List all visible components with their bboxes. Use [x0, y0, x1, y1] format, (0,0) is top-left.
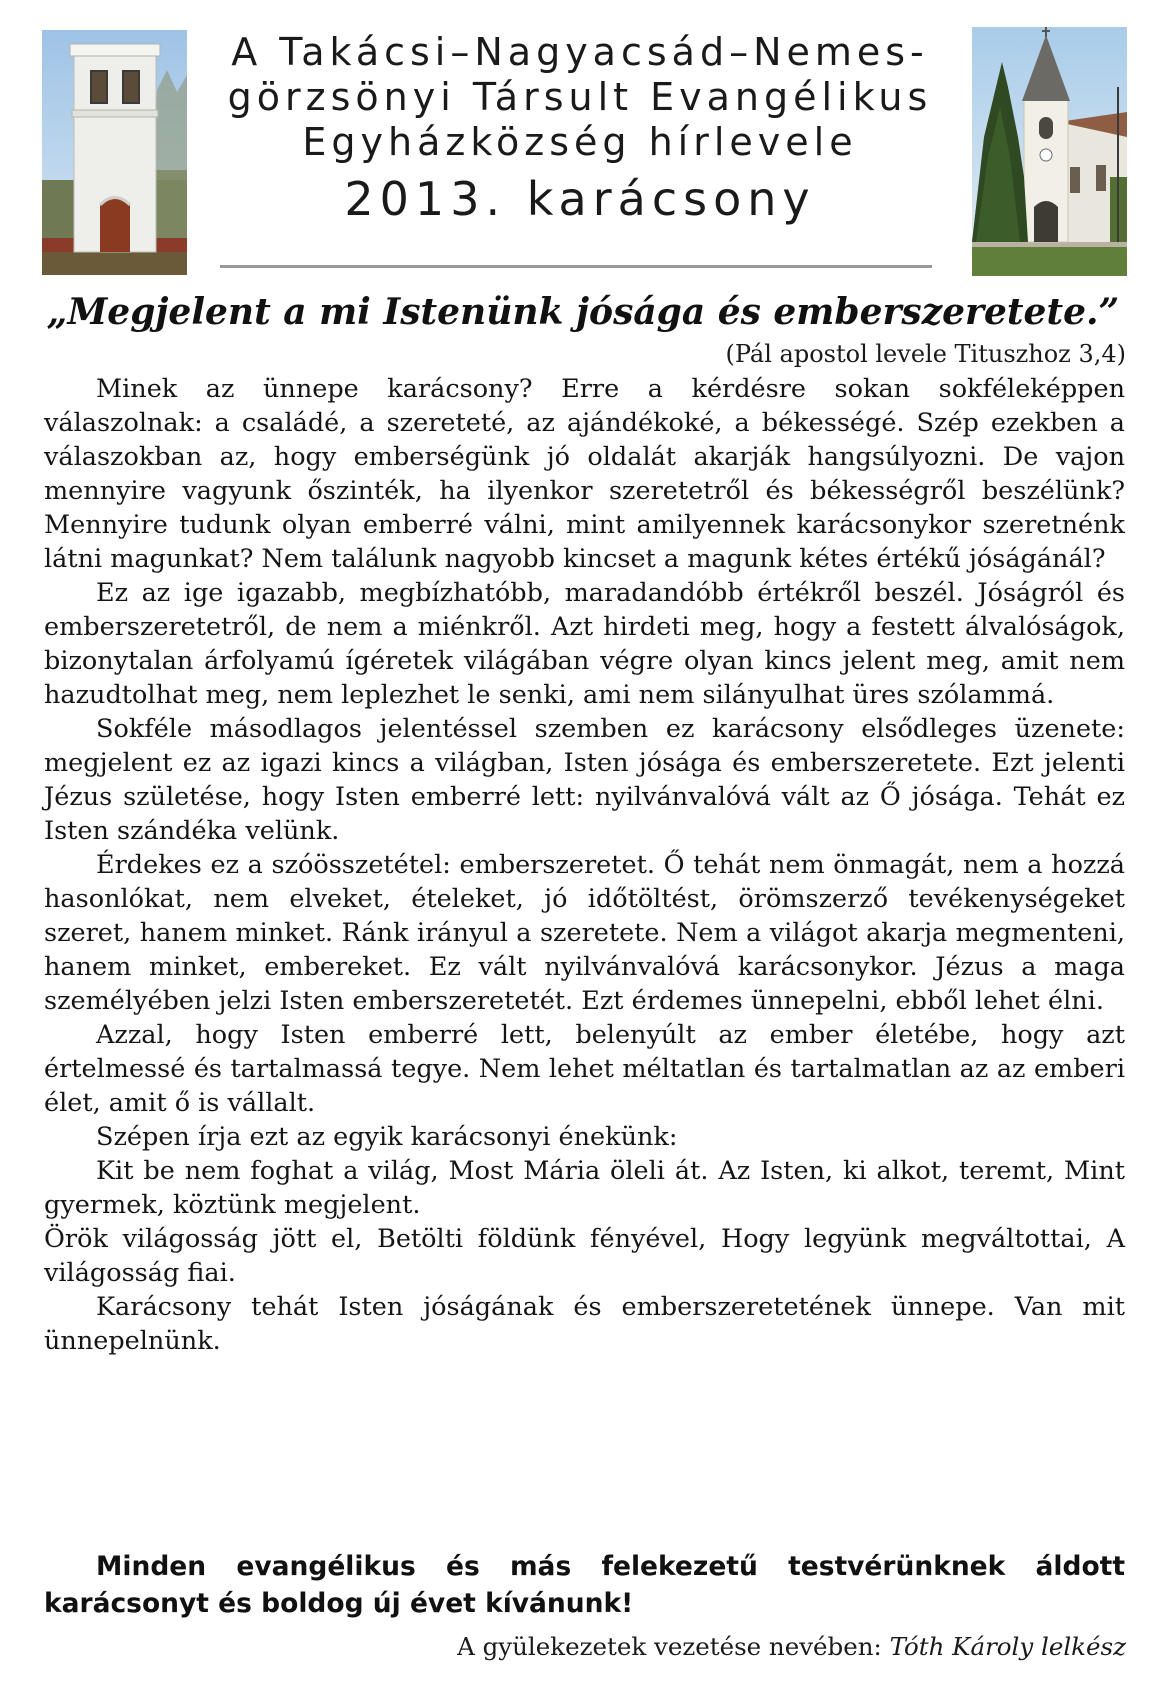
signature: [457, 1630, 1126, 1664]
paragraph-9: Karácsony tehát Isten jóságának és emberszeretetének ünnepe. Van mit ünnepelnünk.: [44, 1292, 1125, 1356]
signature-prefix: A gyülekezetek vezetése nevében:: [457, 1632, 890, 1661]
motto-reference: (Pál apostol levele Tituszhoz 3,4): [725, 340, 1126, 368]
motto-quote: „Megjelent a mi Istenünk jósága és emberszeretete.”: [46, 291, 1120, 333]
signature-name: Tóth Károly lelkész: [889, 1632, 1126, 1661]
hymn-verse-1: Kit be nem foghat a világ, Most Mária öleli át. Az Isten, ki alkot, teremt, Mint gyermek, köztünk megjelent.: [44, 1156, 1125, 1220]
title-divider: [220, 265, 932, 268]
paragraph-4: Érdekes ez a szóösszetétel: emberszeretet. Ő tehát nem önmagát, nem a hozzá hasonlókat, nem elveket, ételeket, jó időtöltést, örömszerző tevékenységeket szeret, hanem minket. Ránk irányul a szeretete. Nem a világot akarja megmenteni, hanem minket, embereket. Ez vált nyilvánvalóvá karácsonykor. Jézus a maga személyében jelzi Isten emberszeretetét. Ezt érdemes ünnepelni, ebből lehet élni.: [44, 850, 1125, 1016]
paragraph-3: Sokféle másodlagos jelentéssel szemben ez karácsony elsődleges üzenete: megjelent ez az igazi kincs a világban, Isten jósága és emberszeretete. Ezt jelenti Jézus születése, hogy Isten emberré lett: nyilvánvalóvá vált az Ő jósága. Tehát ez Isten szándéka velünk.: [44, 714, 1125, 846]
paragraph-5: Azzal, hogy Isten emberré lett, belenyúlt az ember életébe, hogy azt értelmessé és tartalmassá tegye. Nem lehet méltatlan és tartalmatlan az az emberi élet, amit ő is vállalt.: [44, 1020, 1125, 1118]
hymn-verse-2: Örök világosság jött el, Betölti földünk fényével, Hogy legyünk megváltottai, A világosság fiai.: [44, 1224, 1125, 1288]
church-photo: [972, 27, 1127, 276]
title-line-1: A Takácsi–Nagyacsád–Nemes-: [231, 30, 929, 74]
closing-greeting: [44, 1548, 1125, 1622]
newsletter-title: [200, 30, 960, 231]
paragraph-6: Szépen írja ezt az egyik karácsonyi énekünk:: [96, 1122, 678, 1152]
newsletter-header: [0, 0, 1166, 285]
article-body: [44, 372, 1125, 1358]
bell-tower-photo: [42, 30, 187, 275]
issue-title: 2013. karácsony: [344, 172, 816, 226]
title-line-2: görzsönyi Társult Evangélikus: [227, 75, 933, 119]
greeting-text: Minden evangélikus és más felekezetű testvérünknek áldott karácsonyt és boldog új évet kívánunk!: [44, 1551, 1125, 1619]
title-line-3: Egyházközség hírlevele: [302, 120, 858, 164]
paragraph-1: Minek az ünnepe karácsony? Erre a kérdésre sokan sokféleképpen válaszolnak: a családé, a szereteté, az ajándékoké, a békességé. Szép ezekben a válaszokban az, hogy emberségünk jó oldalát akarják hangsúlyozni. De vajon mennyire vagyunk őszinték, ha ilyenkor szeretetről és békességről beszélünk? Mennyire tudunk olyan emberré válni, mint amilyennek karácsonykor szeretnénk látni magunkat? Nem találunk nagyobb kincset a magunk kétes értékű jóságánál?: [44, 374, 1125, 574]
paragraph-2: Ez az ige igazabb, megbízhatóbb, maradandóbb értékről beszél. Jóságról és emberszeretetről, de nem a miénkről. Azt hirdeti meg, hogy a festett álvalóságok, bizonytalan árfolyamú ígéretek világában végre olyan kincs jelent meg, amit nem hazudtolhat meg, nem leplezhet le senki, ami nem silányulhat üres szólammá.: [44, 578, 1125, 710]
